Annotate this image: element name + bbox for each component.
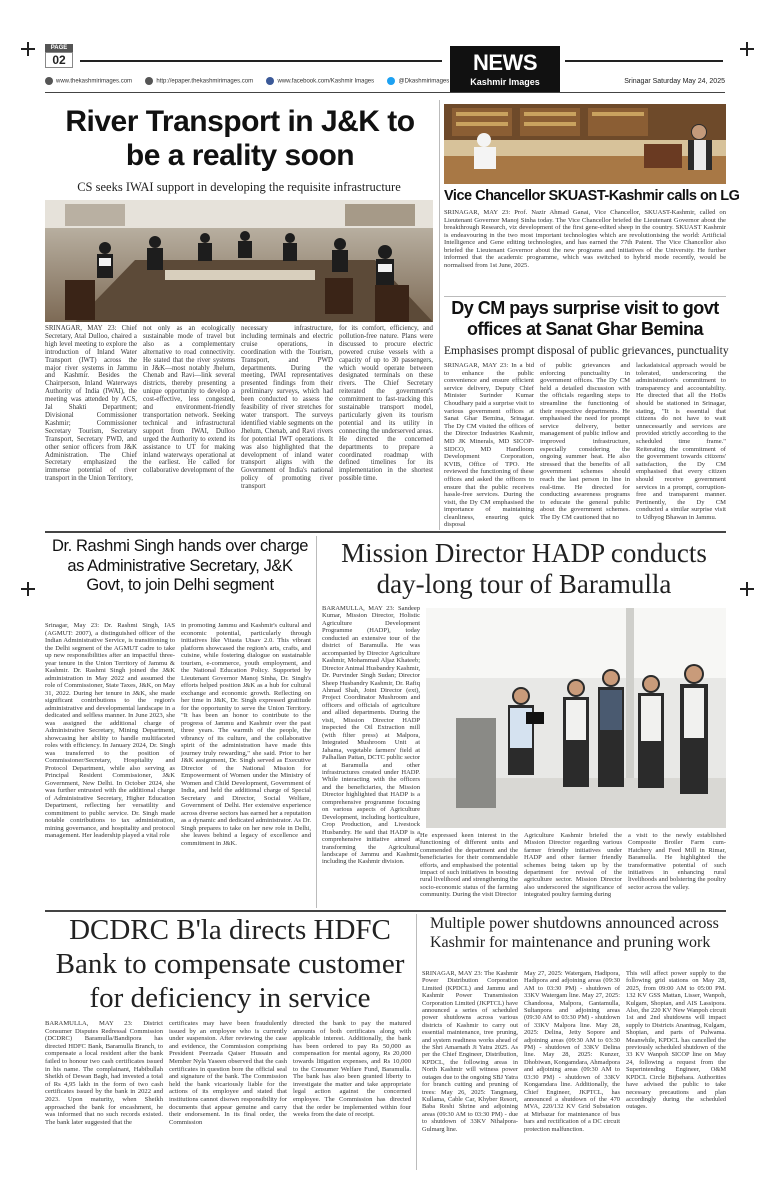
header-top-rule-right [565, 60, 723, 62]
website-link[interactable]: www.thekashmirimages.com [56, 78, 133, 85]
hadp-headline: Mission Director HADP conducts day-long tour of Baramulla [341, 538, 707, 599]
dycm-body-col-3: lackadaisical approach would be tolerated, underscoring the administration's commitment to transparency and accountability. He directed that all the HoDs should be stationed in Srinagar, stating, "It is essential that citizens do not have to wait unnecessarily and services are provided strictly according to the scheduled time frame." Reiterating the commitment of the government towards citizens' satisfaction, the Dy CM emphasised that every citizen should receive government services in a prompt, corruption-free and transparent manner. Pertinently, the Dy CM conducted a similar surprise visit to Udhyog Bhawan in Jammu. [636, 362, 726, 521]
rashmi-headline: Dr. Rashmi Singh hands over charge as Administrative Secretary, J&K Govt, to join Delhi segment [51, 537, 309, 594]
header-bottom-rule [45, 92, 725, 93]
dycm-body-col-2: of public grievances and enforcing punctuality in government offices. The Dy CM held a detailed discussion with the officials regarding steps to streamline the functioning of their respective departments. He emphasised the need for prompt service delivery, better management of public inflow and improved infrastructure, especially considering the ongoing summer heat. He also stressed that the benefits of all government schemes should reach the last person in line in real-time. He directed for conducting awareness programs to educate the general public about the government schemes. The Dy CM cautioned that no [540, 362, 630, 521]
power-headline: Multiple power shutdowns announced across Kashmir for maintenance and pruning work [430, 915, 719, 951]
power-body-col-2: May 27, 2025: Watergam, Hadipora, Hadipora and adjoining areas (09:30 AM to 03:30 PM) - shutdown of 33KV Watergam line. May 27, 2025: Chandoosa, Malpora, Gantamulla, Sultanpora and adjoining areas (09:30 AM to 03:30 PM) - shutdown of 33KV Malpora line. May 28, 2025: Delina, Jetty Sopore and adjoining areas (09:30 AM to 03:30 PM) - shutdown of 33KV Delina line. May 28, 2025: Kunzer, Dhobiwan, Kongamdara, Ahmadpora and adjoining areas (09:30 AM to 03:30 PM) - shutdown of 33KV Kongamdara line. Additionally, the Chief Engineer, JKPTCL, has announced a shutdown of the 470 MVA, 220/132 KV Grid Substation at Mirbazar for maintenance of bus bars and rectification of a DC circuit protection malfunction. [524, 970, 620, 1133]
registration-mark-mid-right [740, 582, 754, 596]
river-body-col-4: for its comfort, efficiency, and pollution-free nature. Plans were discussed to procure electric powered cruise vessels with a capacity of up to 30 passengers, which would operate between designated terminals on these rivers. The Chief Secretary reiterated the government's commitment to fast-tracking this sustainable transport model, particularly given its tourism potential and its utility in connecting the underserved areas. He directed the concerned departments to prepare a coordinated roadmap with defined timelines for its implementation in the shortest possible time. [339, 325, 433, 483]
header-links [45, 77, 450, 89]
rashmi-body-col-1: Srinagar, May 23: Dr. Rashmi Singh, IAS (AGMUT: 2007), a distinguished officer of the Indian Administrative Service, is transitioning to the Delhi segment of the AGMUT cadre to take up new responsibilities after an impactful three-year tenure in the Union Territory of Jammu & Kashmir. Dr. Rashmi Singh joined the J&K administration in May 2022 and assumed the role of Commissioner, State Taxes, J&K, on May 31, 2022. During her tenure in J&K, she made significant contributions to the region's administrative and developmental landscape in a dedicated and selfless manner. In June 2023, she was assigned the additional charge of Administrative Secretary, Mining Department, showcasing her ability to handle multifaceted roles with efficiency. In January 2024, Dr. Singh was transferred to the position of Commissioner/Secretary, Hospitality and Protocol Department, while also serving as Principal Resident Commissioner, J&K Government, New Delhi. In October 2024, she was further entrusted with the additional charge of Administrative Secretary, Higher Education Department, reflecting her versatility and commitment to public service. Dr. Singh made notable contributions to tax administration, mining governance, and hospitality and protocol management. Her leadership played a vital role [45, 622, 175, 839]
hadp-body-col-3: a visit to the newly established Composite Broiler Farm cum-Hatchery and Feed Mill in Rimar, Baramulla. He highlighted the transformative potential of such initiatives in enhancing rural livelihoods and bolstering the poultry sector across the valley. [628, 832, 726, 891]
vc-body: SRINAGAR, MAY 23: Prof. Nazir Ahmad Ganai, Vice Chancellor, SKUAST-Kashmir, called on Lieutenant Governor Manoj Sinha today. The Vice Chancellor briefed the Lieutenant Governor about the breakthrough Research, viz development of the first gene-edited sheep in the country. SKUAST Kashmir is endeavouring in the two most important technologies which are revolutionising the world: Artificial Intelligence and Gene editing technologies, and has earned the 77th Patent. The Vice Chancellor also briefed the Lieutenant Governor about the new programs and initiatives of the University. He further informed that the academic programme, which was switched to hybrid mode recently, would be normalised from 1st June, 2025. [444, 209, 726, 269]
issue-date: Srinagar Saturday May 24, 2025 [624, 78, 725, 85]
registration-mark-top-left [21, 42, 35, 56]
section-divider-2 [45, 910, 726, 912]
section-divider-1 [45, 531, 726, 533]
dcdrc-body-col-2: certificates may have been fraudulently issued by an employee who is currently under suspension. After reviewing the case and evidence, the Commission comprising President Peerzada Qaiser Hussain and Member Nyla Yaseen observed that the cash certificates in question bore the official seal and signature of the bank. The Commission held the bank vicariously liable for the actions of its employee and stated that institutions cannot disown responsibility for documents that appear genuine and carry their endorsement. In its final order, the Commission [169, 1020, 287, 1126]
brand-subtitle: Kashmir Images [470, 77, 540, 87]
page-number: 02 [45, 52, 73, 68]
power-body-col-3: This will affect power supply to the following grid stations on May 28, 2025, from 09:00 AM to 05:00 PM. 132 KV GSS Mattan, Lisser, Wanpoh, Kulgam, Shopian, and AIS Lassipora. Also, the 220 KV New Wanpoh circuit 1st and 2nd shutdowns will impact supply to Districts Anantnag, Kulgam, Shopian, and parts of Pulwama. Meanwhile, KPDCL has cancelled the previously scheduled shutdown of the 33 KV Wanpoh SICOP line on May 24, following a request from the Superintending Engineer, O&M KPDCL Circle Bijbehara. Authorities have advised the public to take necessary precautions and plan accordingly during the scheduled outages. [626, 970, 726, 1111]
twitter-icon [387, 77, 395, 85]
hadp-body-col-2: Agriculture Kashmir briefed the Mission Director regarding various farmer friendly initiatives under HADP and other farmer friendly schemes being taken up by the department for revival of the agriculture sector. Mission Director also underscored the significance of integrated poultry farming during [524, 832, 622, 899]
river-body-col-1: SRINAGAR, MAY 23: Chief Secretary, Atal Dulloo, chaired a high level meeting to explore the introduction of Inland Water Transport (IWT) across the major river systems in Jammu and Kashmir. Besides the Chairperson, Inland Waterways Authority of India (IWAI), the meeting was attended by ACS, Jal Shakti Department; Divisional Commissioner Kashmir; Commissioner Secretary Tourism, Secretary Transport, Secretary PWD, and other senior officers from J&K Administration. The Chief Secretary emphasized the immense potential of river transport in the Union Territory, [45, 325, 137, 483]
column-divider-vertical-3 [416, 914, 417, 1170]
web-icon [45, 77, 53, 85]
rashmi-body-col-2: in promoting Jammu and Kashmir's cultural and economic potential, particularly through initiatives like Vitasta Utsav 2.0. This vibrant platform showcased the region's arts, crafts, and cuisine, while fostering dialogue on sustainable tourism, e-commerce, youth employment, and the National Education Policy. Supported by Lieutenant Governor Manoj Sinha, Dr. Singh's efforts helped position J&K as a hub for cultural exchange and economic growth. Reflecting on her time in J&K, Dr. Singh expressed gratitude for the opportunity to serve the Union Territory. "It has been an honor to contribute to the progress of Jammu and Kashmir over the past three years. The warmth of the people, the vibrancy of its culture, and the collaborative spirit of the administration have made this journey truly rewarding," she said. Prior to her J&K assignment, Dr. Singh served as Executive Director of the National Mission for Empowerment of Women under the Ministry of Women and Child Development, Government of India, and held the additional charge of Special Secretary and Director, Social Welfare, Government of Delhi. Her extensive experience across diverse sectors has earned her a reputation as a dynamic and dedicated administrator. As Dr. Singh prepares to take on her new role in Delhi, she leaves behind a legacy of excellence and commitment in J&K. [181, 622, 311, 847]
dcdrc-headline: DCDRC B'la directs HDFC Bank to compensate customer for deficiency in service [55, 914, 405, 1014]
facebook-icon [266, 77, 274, 85]
header-top-rule [80, 60, 442, 62]
river-body-col-2: not only as an ecologically sustainable mode of travel but also as a complementary alternative to road connectivity. He stated that the river systems in J&K—most notably Jhelum, Chenab and Ravi—link several districts, thereby presenting a unique opportunity to develop a cost-effective, less congested, and environment-friendly transportation network. Seeking technical and infrastructural support from IWAI, Dulloo urged the Authority to extend its assistance to UT for making inland waterways operational at the earliest. He called for collaborative development of the [143, 325, 235, 475]
dcdrc-body-col-3: directed the bank to pay the matured amounts of both certificates along with applicable interest. Additionally, the bank has been ordered to pay Rs 50,000 as compensation for mental agony, Rs 20,000 towards litigation expenses, and Rs 10,000 to the Consumer Welfare Fund, Baramulla. The bank has also been granted liberty to investigate the matter and take appropriate legal action against the concerned employee. The Commission has directed that the order be implemented within four weeks from the date of receipt. [293, 1020, 411, 1119]
river-body-col-3: necessary infrastructure, including terminals and electric cruise operations, in coordination with the Tourism, Transport, and PWD departments. During the meeting, IWAI representatives presented findings from their preliminary surveys, which had been conducted to assess the feasibility of river stretches for water transport. The surveys identified viable segments on the Jhelum, Chenab, and Ravi rivers for potential IWT operations. It was also highlighted that the development of inland water transport aligns with the Government of India's national policy of promoting river transport [241, 325, 333, 491]
twitter-link[interactable]: @Dkashmirimages [398, 78, 450, 85]
dcdrc-body-col-1: BARAMULLA, MAY 23: District Consumer Disputes Redressal Commission (DCDRC) Baramulla/Bandipora has directed HDFC Bank, Baramulla Branch, to compensate a local resident after the bank failed to honour two cash certificates issued in his name. The complainant, Habibullah Sheikh of Dewan Bagh, had invested a total of Rs 4,95 lakh in the form of two cash certificates issued by the bank in 2022 and 2023. Upon maturity, when Sheikh approached the bank for encashment, he was informed that no such records existed. The bank later suggested that the [45, 1020, 163, 1126]
registration-mark-top-right [740, 42, 754, 56]
hadp-body-col-1: He expressed keen interest in the functioning of different units and commended the department and the beneficiaries for their commendable efforts, and emphasised the potential impact of such initiatives in boosting rural livelihood and strengthening the socio-economic status of the farming community. During the visit Director [420, 832, 518, 899]
power-body-col-1: SRINAGAR, MAY 23: The Kashmir Power Distribution Corporation Limited (KPDCL) and Jammu and Kashmir Power Transmission Corporation Limited (JKPTCL) have announced a series of scheduled power shutdowns across various districts of Kashmir to carry out essential maintenance, tree pruning, and system readiness works ahead of the Shri Amarnath Ji Yatra 2025. As per the Chief Engineer, Distribution, KPDCL, the following areas in North Kashmir will witness power outages due to the ongoing SBJ Yatra for branch cutting and pruning of trees: May 26, 2025: Tangmarg, Kullama, Cable Car, Khyber Resort, Baba Reshi Shrine and adjoining areas (09:30 AM to 03:30 PM) - due to shutdown of 33KV Nihalpora-Gulmarg line. [422, 970, 518, 1133]
page-tag: PAGE [45, 44, 73, 52]
column-divider-vertical-2 [316, 536, 317, 908]
vc-headline: Vice Chancellor SKUAST-Kashmir calls on LG [444, 188, 740, 204]
vc-lg-photo [444, 104, 726, 184]
river-meeting-photo [45, 200, 433, 322]
brand-box [450, 46, 560, 92]
dycm-subheadline: Emphasises prompt disposal of public grievances, punctuality [444, 345, 729, 357]
dycm-headline: Dy CM pays surprise visit to govt offices at Sanat Ghar Bemina [451, 298, 719, 339]
dycm-body-col-1: SRINAGAR, MAY 23: In a bid to enhance the public convenience and ensure efficient service delivery, Deputy Chief Minister Surinder Kumar Choudhary paid a surprise visit to various government offices at Sanat Ghar Bemina, Srinagar. The Dy CM visited the offices of the Director Industries Kashmir, MD JK Minerals, MD SICOP-SIDCO, MD Handloom Development Corporation, KVIB, Office of TPO. He reviewed the functioning of these offices and asked the officers to ensure that the public receives hassle-free services. During the visit, the Dy CM emphasised the importance of maintaining cleanliness, ensuring quick disposal [444, 362, 534, 529]
river-subheadline: CS seeks IWAI support in developing the requisite infrastructure [77, 180, 401, 194]
river-headline: River Transport in J&K to be a reality soon [65, 105, 415, 172]
brand-title: NEWS [473, 50, 537, 75]
hadp-visit-photo [426, 608, 726, 828]
epaper-icon [145, 77, 153, 85]
hadp-intro: BARAMULLA, MAY 23: Sandeep Kumar, Mission Director, Holistic Agriculture Development Programme (HADP), today conducted an extensive tour of the district of Baramulla. He was accompanied by Director Agriculture Kashmir, Mohammad Aljaz Khateeb; Director Animal Husbandry Kashmir, Dr. Purvinder Singh Sudan; Director Sheep Husbandry Kashmir, Dr. Rafiq Ahmad Shah, Joint Director (ext), Project Coordinator Mushroom and officers and officials of agriculture and allied departments. During the visit, Mission Director HADP inspected the Oil Extraction mill (with filter press) at Malpora, Integrated Mushroom Unit at Jahama, vegetable farmers' field at Palhallan Pattan, DCTC public sector at Baramulla and other infrastructures created under HADP. While interacting with the officers and the beneficiaries, the Mission Director highlighted that HADP is a comprehensive programme focusing on various aspects of Agriculture Development, including horticulture, Crop Production, and Livestock Husbandry. He said that HADP is a comprehensive initiative aimed at transforming the Agricultural landscape of Jammu and Kashmir, including the Kashmir division. [322, 605, 420, 866]
vc-divider [444, 296, 726, 297]
column-divider-vertical [439, 100, 440, 530]
facebook-link[interactable]: www.facebook.com/Kashmir Images [277, 78, 375, 85]
epaper-link[interactable]: http://epaper.thekashmirimages.com [156, 78, 254, 85]
registration-mark-mid-left [21, 582, 35, 596]
